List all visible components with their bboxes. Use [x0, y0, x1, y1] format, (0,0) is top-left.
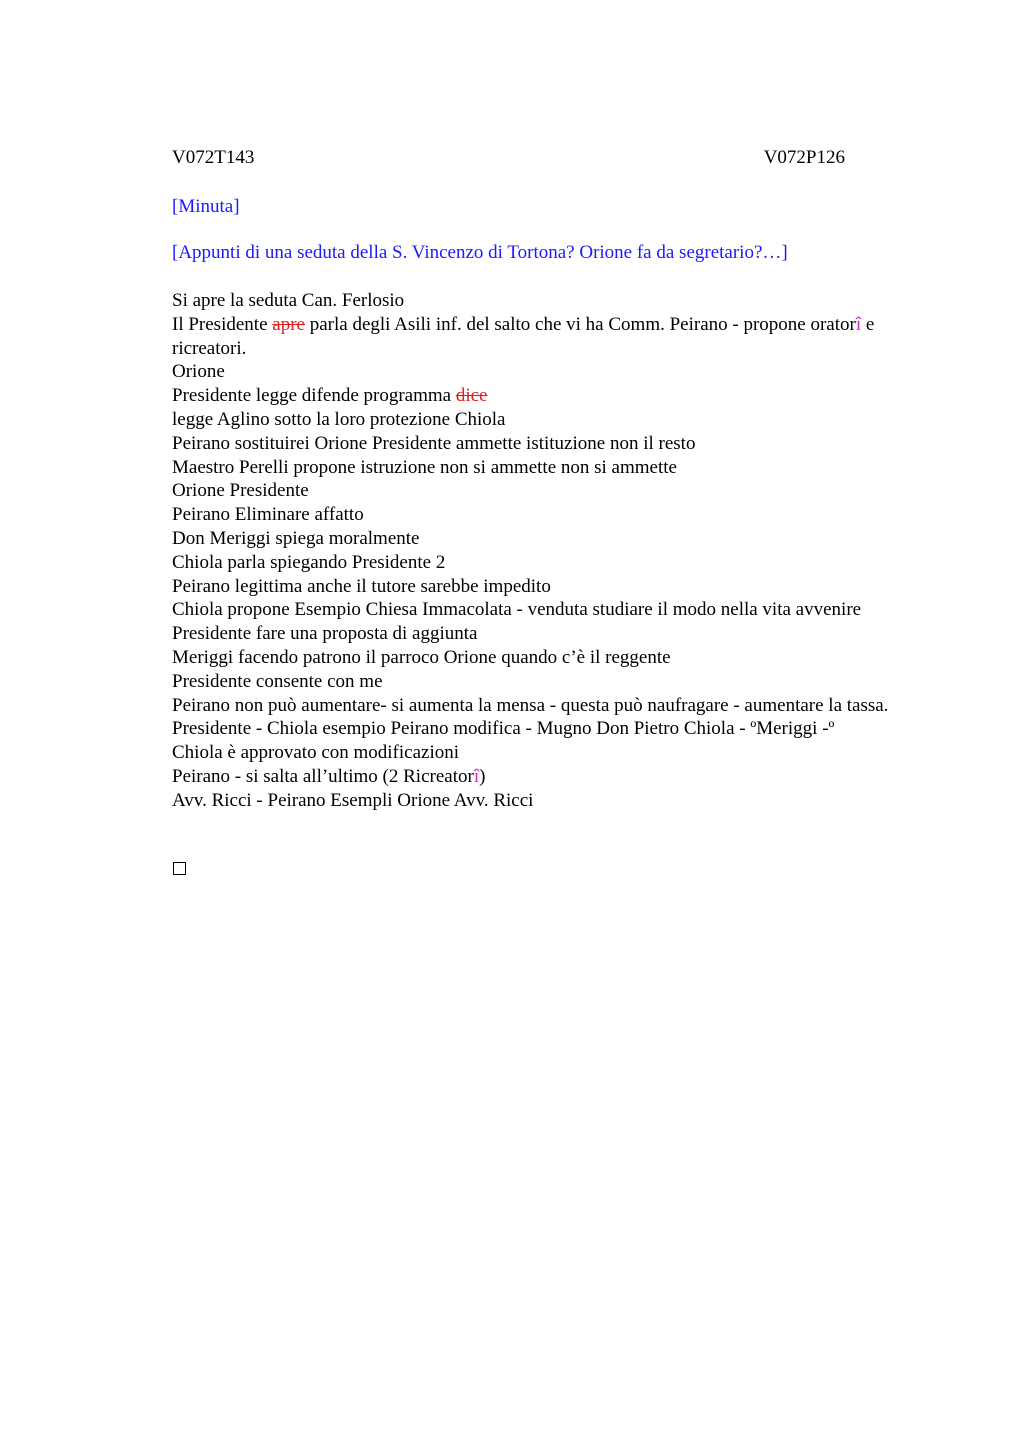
text-segment: )	[479, 765, 486, 787]
text-line: Orione	[172, 361, 225, 383]
minuta-label: [Minuta]	[172, 196, 240, 217]
strikethrough-text: dice	[455, 385, 488, 407]
header-row	[172, 146, 845, 170]
text-line: Si apre la seduta Can. Ferlosio	[172, 290, 405, 311]
text-line: Peirano sostituirei Orione Presidente ammette istituzione non il resto	[172, 432, 696, 454]
text-line: Maestro Perelli propone istruzione non si ammette non si ammette	[172, 456, 677, 478]
body-text	[172, 289, 932, 813]
subtitle-note: [Appunti di una seduta della S. Vincenzo di Tortona? Orione fa da segretario?…]	[172, 242, 788, 263]
text-line: Peirano non può aumentare- si aumenta la mensa - questa può naufragare - aumentare la tassa.	[172, 694, 889, 716]
text-segment: e ricreatori.	[172, 313, 875, 359]
text-line: Presidente consente con me	[172, 670, 383, 692]
text-line: Chiola parla spiegando Presidente 2	[172, 551, 446, 573]
text-segment: Peirano - si salta all’ultimo (2 Ricreator	[172, 765, 474, 787]
correction-mark: î	[473, 765, 480, 787]
text-line: Chiola propone Esempio Chiesa Immacolata - venduta studiare il modo nella vita avvenire	[172, 599, 862, 621]
text-segment: Il Presidente	[172, 313, 273, 335]
text-line	[172, 765, 932, 789]
text-line: legge Aglino sotto la loro protezione Chiola	[172, 408, 506, 430]
strikethrough-text: apre	[272, 313, 305, 335]
code-left: V072T143	[172, 147, 255, 168]
text-line: Meriggi facendo patrono il parroco Orione quando c’è il reggente	[172, 646, 671, 668]
text-line: Peirano legittima anche il tutore sarebbe impedito	[172, 575, 551, 597]
text-line: Presidente fare una proposta di aggiunta	[172, 623, 478, 645]
text-segment: Presidente legge difende programma	[172, 385, 456, 407]
end-box-icon	[173, 862, 186, 875]
code-right: V072P126	[763, 147, 845, 168]
text-line: Chiola è approvato con modificazioni	[172, 742, 460, 764]
text-line	[172, 384, 932, 408]
text-line: Orione Presidente	[172, 480, 309, 502]
text-line: Presidente - Chiola esempio Peirano modifica - Mugno Don Pietro Chiola - ºMeriggi -º	[172, 718, 835, 740]
text-line: Peirano Eliminare affatto	[172, 504, 364, 526]
text-line	[172, 313, 932, 361]
text-line: Avv. Ricci - Peirano Esempli Orione Avv. Ricci	[172, 789, 534, 811]
text-segment: parla degli Asili inf. del salto che vi ha Comm. Peirano - propone orator	[304, 313, 856, 335]
correction-mark: î	[855, 313, 862, 335]
text-line: Don Meriggi spiega moralmente	[172, 527, 420, 549]
